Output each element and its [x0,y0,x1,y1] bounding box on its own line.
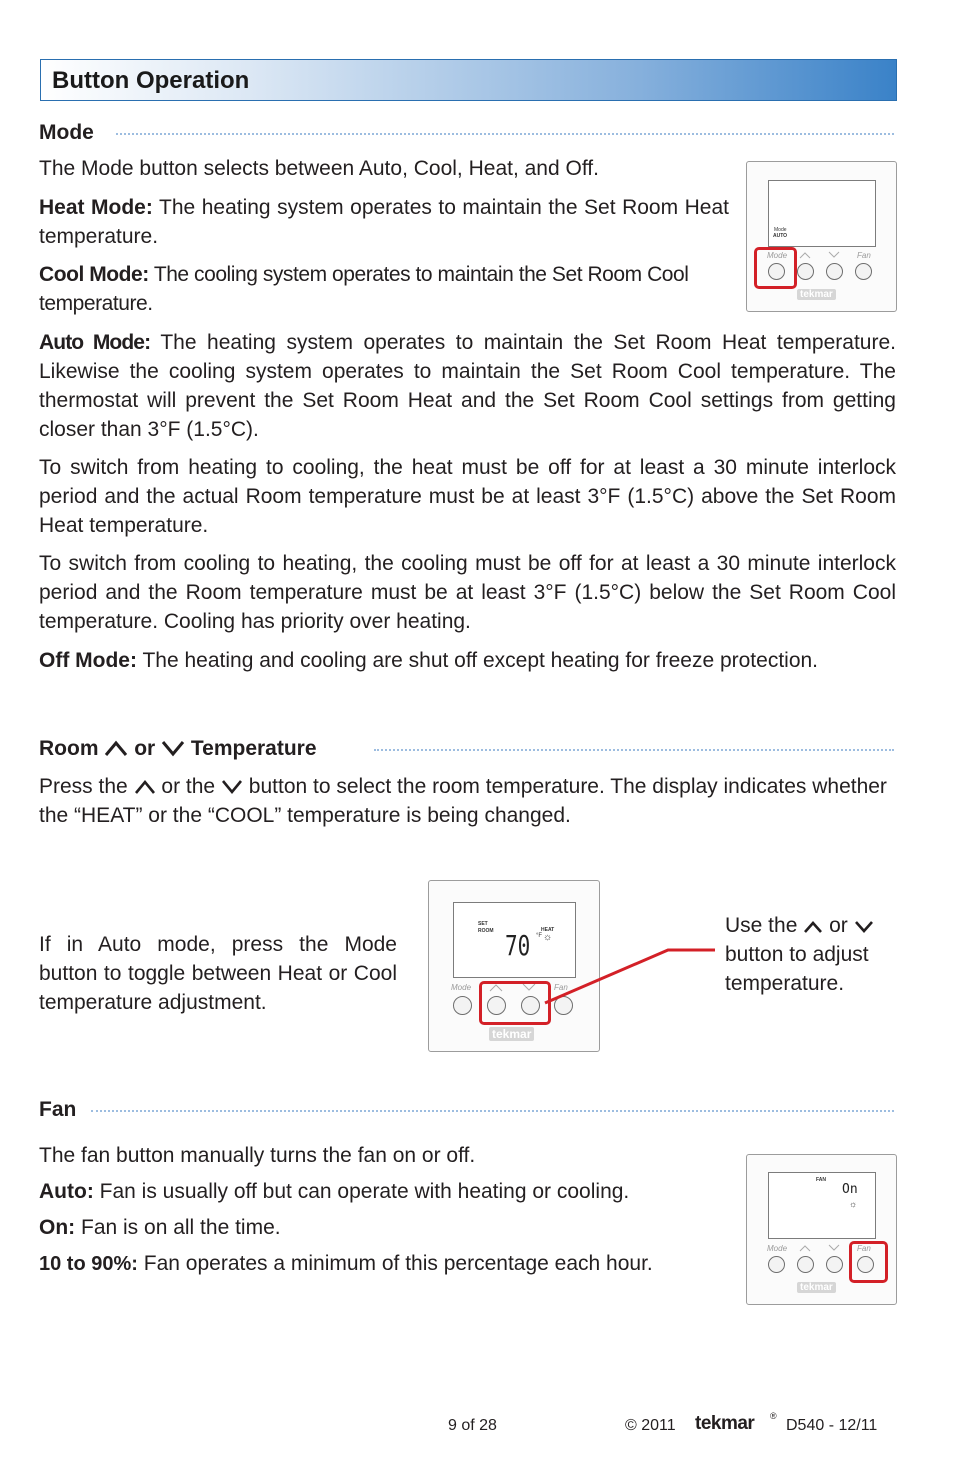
banner-title: Button Operation [52,67,250,94]
callout-use: Use the [725,914,798,937]
thermostat-display [768,180,876,247]
display-fan-value: On [842,1182,858,1197]
display-mode-label: Mode [774,227,787,233]
sun-icon: ☼ [543,932,553,943]
heat-mode-paragraph [39,193,729,251]
off-mode-label: Off Mode: [39,649,137,672]
tekmar-logo: tekmar [797,289,836,300]
auto-mode-label: Auto Mode: [39,331,151,354]
heat-mode-text: The heating system operates to maintain the Set Room Heat temperature. [39,196,729,248]
display-temperature-value: 70 [505,929,531,962]
room-press-paragraph [39,772,896,830]
auto-mode-note: If in Auto mode, press the Mode button to toggle between Heat or Cool temperature adjustment. [39,933,397,1014]
thermostat-mode-illustration [746,161,897,312]
chevron-down-icon [161,739,185,757]
fan-percentage-text: Fan operates a minimum of this percentage each hour. [143,1252,653,1275]
fan-on-label: On: [39,1216,76,1239]
display-set-room [478,921,494,935]
display-fan-label: FAN [816,1177,826,1183]
arrow-callout [725,911,900,998]
fan-percentage-paragraph [39,1249,739,1279]
room-heading-post: Temperature [190,737,317,760]
page-number: 9 of 28 [448,1417,497,1434]
room-heading-rule [374,749,894,751]
display-auto-value: AUTO [773,233,788,239]
callout-rest: button to adjust temperature. [725,943,869,995]
mode-heading-rule [116,133,894,135]
fan-button [855,263,872,280]
fan-button-label: Fan [857,1244,871,1253]
display-unit: °F [536,933,543,939]
registered-mark: ® [770,1411,777,1421]
chevron-up-icon [104,739,128,757]
mode-button-label: Mode [767,1244,788,1253]
up-arrow-icon [799,251,811,259]
up-button [797,1256,814,1273]
chevron-down-icon [221,779,243,795]
off-mode-paragraph [39,646,896,675]
fan-auto-label: Auto: [39,1180,94,1203]
fan-on-paragraph [39,1213,739,1242]
footer-tekmar-logo: tekmar [695,1413,755,1434]
mode-button [453,996,472,1015]
switch-heat-to-cool: To switch from heating to cooling, the heat must be off for at least a 30 minute interlock period and the actual Room temperature must be at least 3°F (1.5°C) above the Set Room Heat temperature. [39,456,896,537]
switch-cool-to-heat: To switch from cooling to heating, the cooling must be off for at least a 30 minute interlock period and the Room temperature must be at least 3°F (1.5°C) below the Set Room Cool temperature. Cooling has priority over heating. [39,552,896,633]
fan-auto-paragraph [39,1177,739,1206]
chevron-up-icon [803,920,823,934]
auto-mode-paragraph [39,328,896,444]
fan-heading-rule [91,1110,894,1112]
mode-intro: The Mode button selects between Auto, Cool, Heat, and Off. [39,157,599,180]
fan-heading: Fan [39,1098,77,1121]
up-button [797,263,814,280]
fan-on-text: Fan is on all the time. [81,1216,281,1239]
room-press-rest: button to select the room temperature. The display indicates whether the “HEAT” or the “COOL” temperature is being changed. [39,775,887,827]
mode-button-highlight [754,247,797,289]
room-heading-pre: Room [39,737,99,760]
down-button [826,1256,843,1273]
fan-button-highlight [849,1241,888,1283]
callout-connector-line [540,940,720,1010]
cool-mode-text: The cooling system operates to maintain the Set Room Cool temperature. [39,263,689,315]
sun-icon: ☼ [849,1199,858,1209]
fan-auto-text: Fan is usually off but can operate with heating or cooling. [99,1180,630,1203]
tekmar-logo: tekmar [797,1282,836,1293]
mode-button-label: Mode [451,983,472,992]
thermostat-display [768,1172,876,1239]
copyright: © 2011 [625,1417,676,1434]
room-temperature-heading [39,737,317,761]
thermostat-fan-illustration [746,1154,897,1305]
room-press: Press the [39,775,128,798]
room-or-the: or the [161,775,216,798]
section-banner [40,59,897,101]
fan-intro: The fan button manually turns the fan on or off. [39,1144,476,1167]
up-arrow-icon [799,1244,811,1252]
document-code: D540 - 12/11 [786,1417,878,1434]
heat-mode-label: Heat Mode: [39,196,153,219]
fan-button-label: Fan [857,251,871,260]
display-heat-label: HEAT [541,927,555,933]
cool-mode-paragraph [39,260,729,318]
mode-heading: Mode [39,121,94,144]
display-room-label: ROOM [478,928,494,934]
down-arrow-icon [828,1244,840,1252]
down-button [826,263,843,280]
fan-button-label: Fan [554,983,568,992]
auto-mode-text: The heating system operates to maintain the Set Room Heat temperature. Likewise the cooling system operates to maintain the Set Room Cool temperature. The thermostat will prevent the Set Room Heat and the Set Room Cool settings from getting closer than 3°F (1.5°C). [39,331,896,441]
mode-button-label: Mode [767,251,788,260]
cool-mode-label: Cool Mode: [39,263,149,286]
mode-button [768,1256,785,1273]
callout-or: or [829,914,848,937]
chevron-down-icon [854,920,874,934]
display-set-label: SET [478,921,488,927]
chevron-up-icon [134,779,156,795]
fan-percentage-label: 10 to 90%: [39,1253,138,1275]
room-heading-or: or [134,737,156,760]
off-mode-text: The heating and cooling are shut off except heating for freeze protection. [142,649,819,672]
down-arrow-icon [828,251,840,259]
tekmar-logo: tekmar [489,1027,534,1041]
